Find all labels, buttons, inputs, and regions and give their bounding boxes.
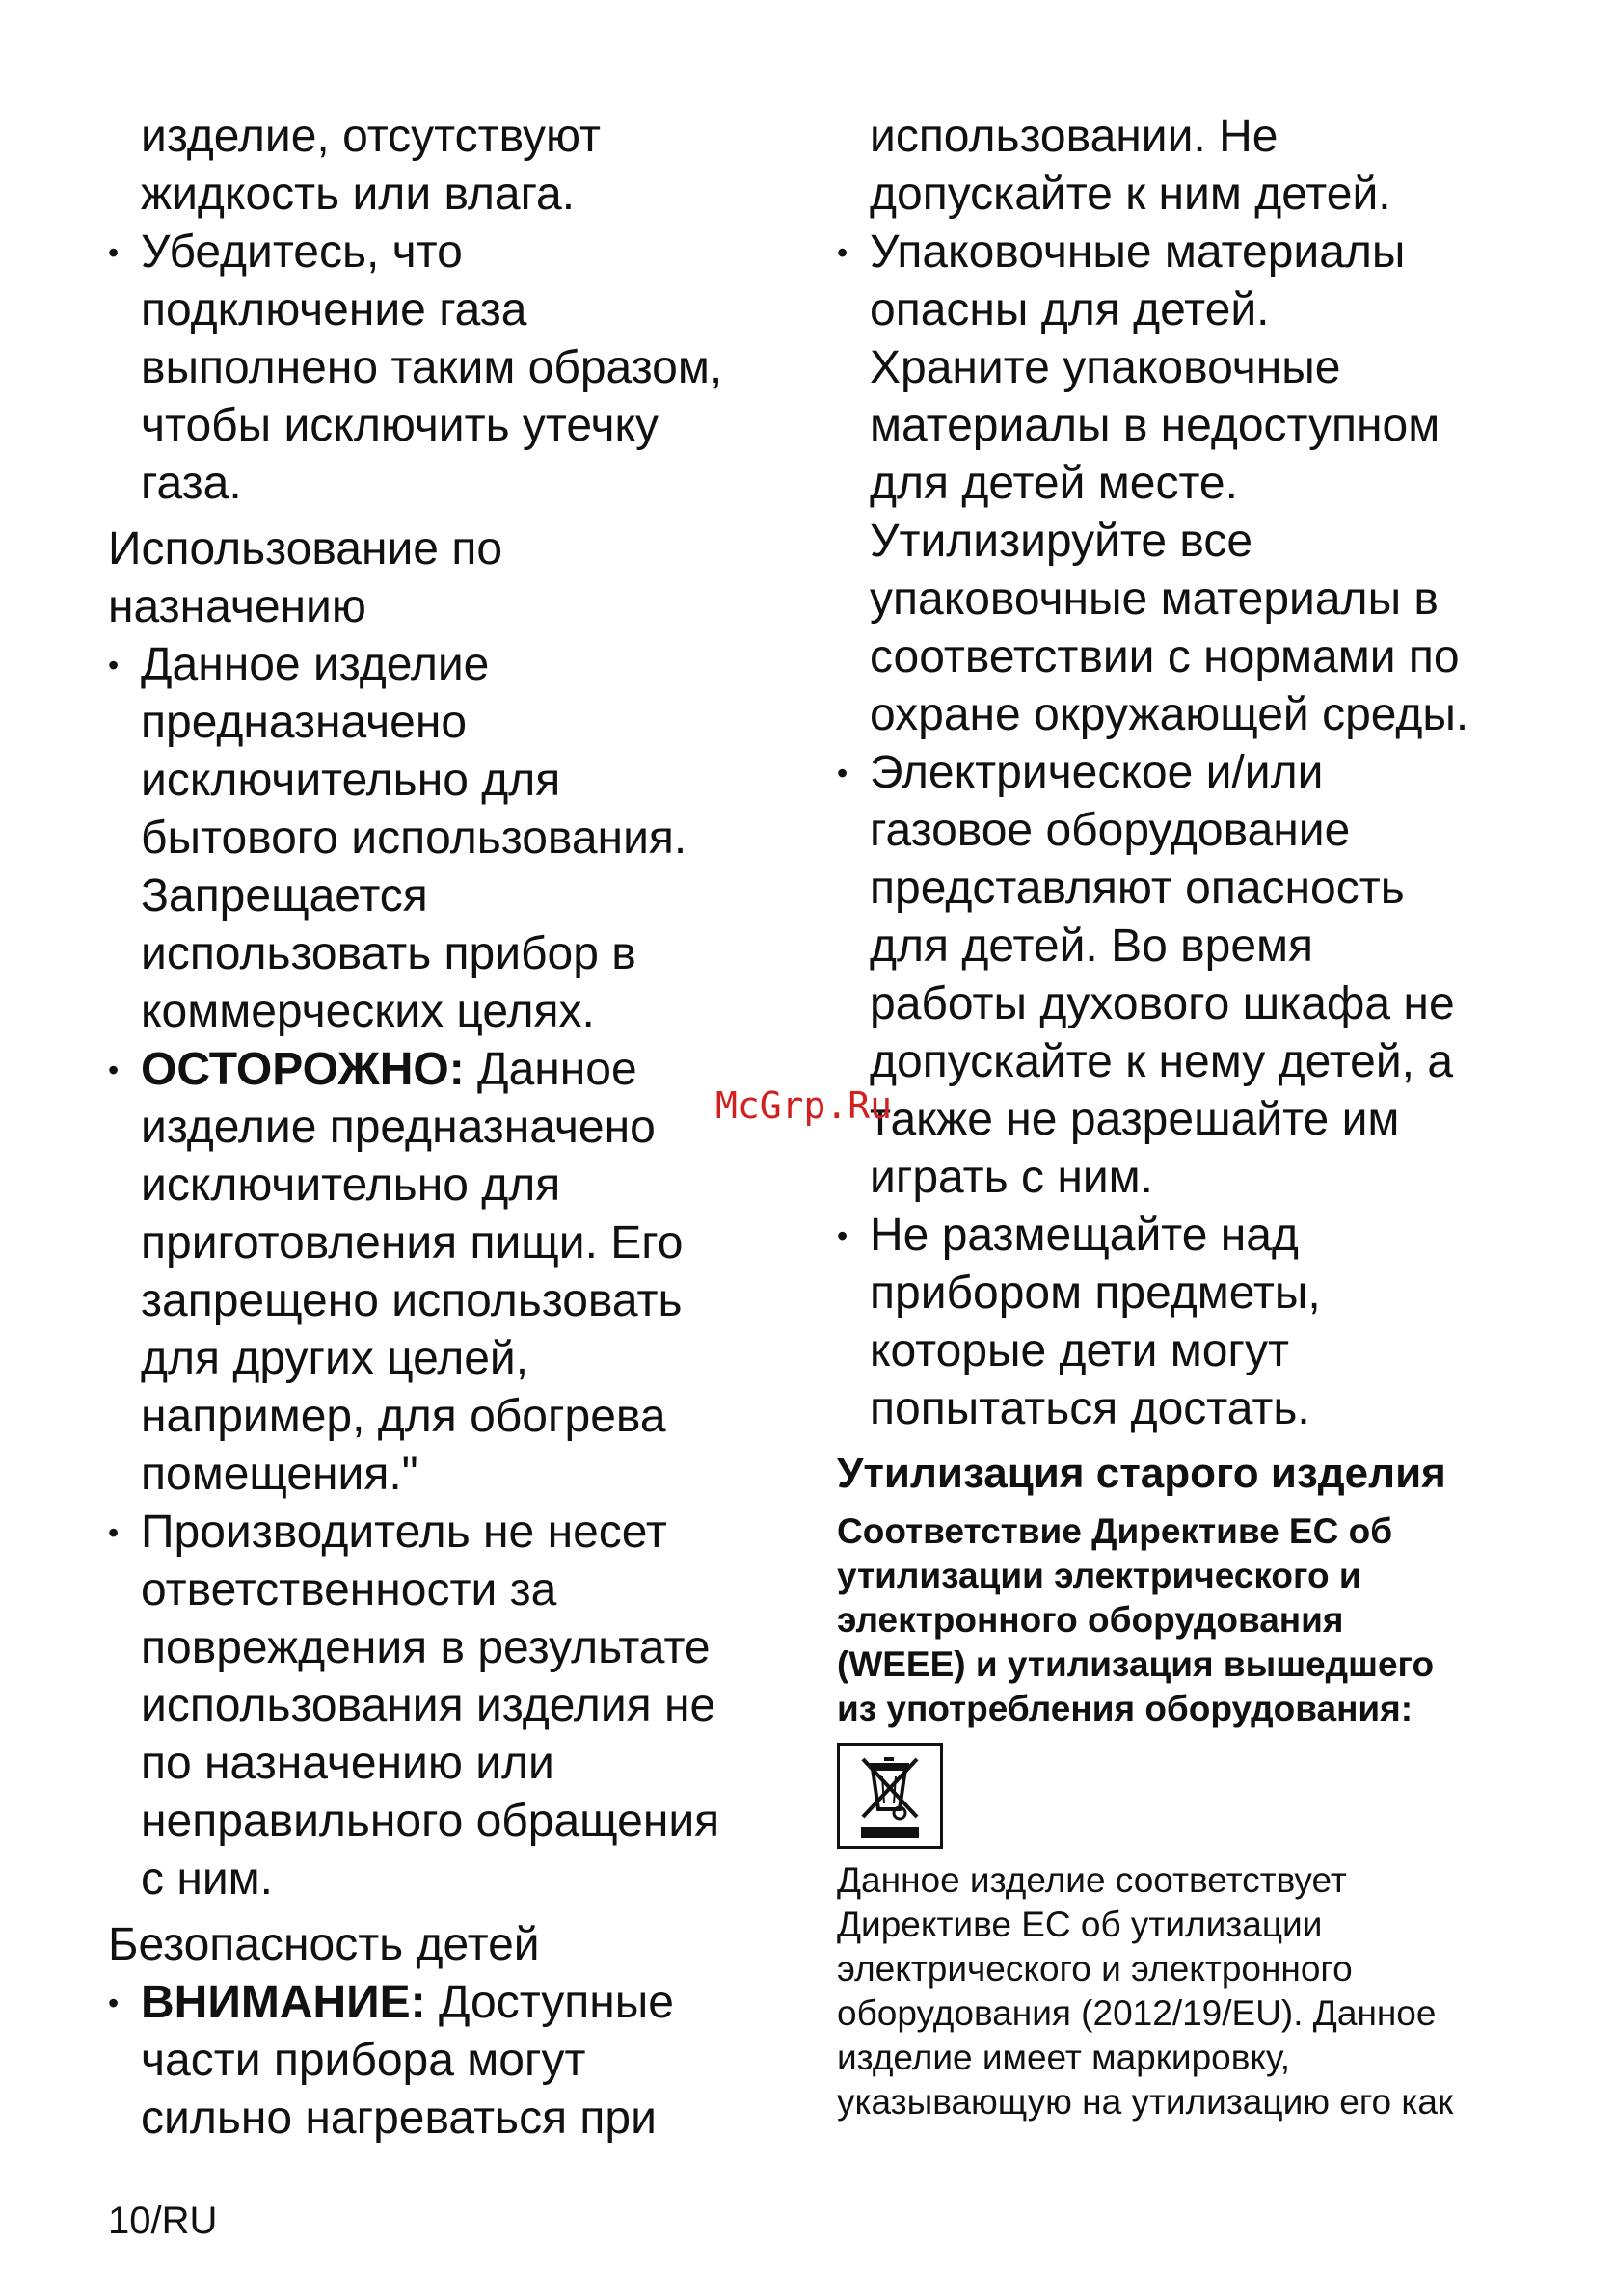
bullet-item-objects: • Не размещайте над — [837, 1207, 1531, 1265]
paragraph-line: повреждения в результате — [141, 1622, 711, 1673]
paragraph-line: изделие имеет маркировку, — [837, 2038, 1291, 2077]
right-column — [837, 108, 1531, 2124]
paragraph-line: чтобы исключить утечку — [141, 400, 659, 451]
subsection-title: из употребления оборудования: — [837, 1689, 1413, 1728]
paragraph-line: соответствии с нормами по — [870, 631, 1460, 682]
paragraph-line: выполнено таким образом, — [141, 342, 723, 393]
paragraph-line: части прибора могут — [141, 2035, 586, 2086]
paragraph-line: Запрещается — [141, 870, 428, 921]
paragraph-line: материалы в недоступном — [870, 400, 1440, 451]
paragraph-line: работы духового шкафа не — [870, 978, 1455, 1029]
caution-label: ОСТОРОЖНО: — [141, 1044, 465, 1095]
paragraph-line: Храните упаковочные — [870, 342, 1341, 393]
paragraph-line: попытаться достать. — [870, 1383, 1310, 1434]
paragraph-line: изделие предназначено — [141, 1102, 656, 1153]
paragraph-line: бытового использования. — [141, 813, 687, 864]
paragraph-line: Директиве ЕС об утилизации — [837, 1905, 1323, 1944]
paragraph-line: исключительно для — [141, 1160, 561, 1211]
warning-label: ВНИМАНИЕ: — [141, 1977, 426, 2028]
bullet-item-caution — [108, 1041, 802, 1099]
bullet-item-packaging: • Упаковочные материалы — [837, 224, 1531, 281]
paragraph-line: с ним. — [141, 1854, 273, 1905]
subsection-title: электронного оборудования — [837, 1600, 1344, 1640]
paragraph-line: помещения." — [141, 1449, 418, 1500]
paragraph-line: запрещено использовать — [141, 1275, 683, 1326]
paragraph-text: Данное — [464, 1044, 637, 1095]
bullet-item-warning — [108, 1974, 802, 2032]
paragraph-line: коммерческих целях. — [141, 986, 595, 1037]
paragraph-line: Утилизируйте все — [870, 516, 1253, 567]
paragraph-line: исключительно для — [141, 755, 561, 806]
paragraph-line: жидкость или влага. — [141, 169, 576, 220]
section-title: Утилизация старого изделия — [837, 1450, 1446, 1497]
paragraph-line: указывающую на утилизацию его как — [837, 2082, 1454, 2122]
bullet-item-gas: • Убедитесь, что — [108, 224, 802, 281]
paragraph-line: для других целей, — [141, 1333, 529, 1384]
paragraph-line: сильно нагреваться при — [141, 2093, 657, 2144]
paragraph-line: опасны для детей. — [870, 284, 1270, 335]
paragraph-line: изделие, отсутствуют — [141, 111, 601, 162]
paragraph-line: для детей месте. — [870, 458, 1238, 509]
paragraph-line: по назначению или — [141, 1738, 554, 1789]
crossed-out-wheelie-bin-icon — [837, 1743, 943, 1849]
paragraph-line: ответственности за — [141, 1564, 557, 1615]
paragraph-line: представляют опасность — [870, 863, 1405, 914]
paragraph-line: для детей. Во время — [870, 921, 1314, 972]
paragraph-line: использования изделия не — [141, 1680, 716, 1731]
bullet-item-electrical-hazard: • Электрическое и/или — [837, 744, 1531, 802]
paragraph-line: упаковочные материалы в — [870, 574, 1439, 625]
page-number: 10/RU — [108, 2200, 218, 2242]
section-heading: назначению — [108, 581, 366, 632]
paragraph-line: прибором предметы, — [870, 1268, 1321, 1319]
paragraph-line: играть с ним. — [870, 1152, 1153, 1203]
paragraph-line: которые дети могут — [870, 1325, 1289, 1376]
paragraph-line: допускайте к нему детей, а — [870, 1036, 1454, 1087]
paragraph-line: газа. — [141, 458, 242, 509]
bullet-item-liability: • Производитель не несет — [108, 1504, 802, 1562]
paragraph-line: использовании. Не — [870, 111, 1279, 162]
paragraph-line: неправильного обращения — [141, 1796, 720, 1847]
paragraph-line: Данное изделие соответствует — [837, 1860, 1347, 1900]
paragraph-line: предназначено — [141, 697, 468, 748]
paragraph-line: электрического и электронного — [837, 1949, 1353, 1989]
left-column — [108, 108, 802, 2148]
watermark: McGrp.Ru — [715, 1084, 893, 1127]
paragraph-line: использовать прибор в — [141, 928, 636, 979]
paragraph-line: газовое оборудование — [870, 805, 1351, 856]
paragraph-line: оборудования (2012/19/EU). Данное — [837, 1993, 1437, 2033]
paragraph-text: Доступные — [425, 1977, 674, 2028]
paragraph-line: также не разрешайте им — [870, 1094, 1400, 1145]
section-heading: Использование по — [108, 523, 503, 574]
subsection-title: утилизации электрического и — [837, 1556, 1361, 1595]
subsection-title: Соответствие Директиве ЕС об — [837, 1511, 1393, 1551]
paragraph-line: например, для обогрева — [141, 1391, 666, 1442]
paragraph-line: охране окружающей среды. — [870, 689, 1469, 740]
paragraph-line: подключение газа — [141, 284, 527, 335]
section-heading: Безопасность детей — [108, 1919, 540, 1970]
bullet-item-intended-use: • Данное изделие — [108, 636, 802, 694]
subsection-title: (WEEE) и утилизация вышедшего — [837, 1644, 1435, 1684]
paragraph-line: приготовления пищи. Его — [141, 1217, 684, 1268]
paragraph-line: допускайте к ним детей. — [870, 169, 1391, 220]
